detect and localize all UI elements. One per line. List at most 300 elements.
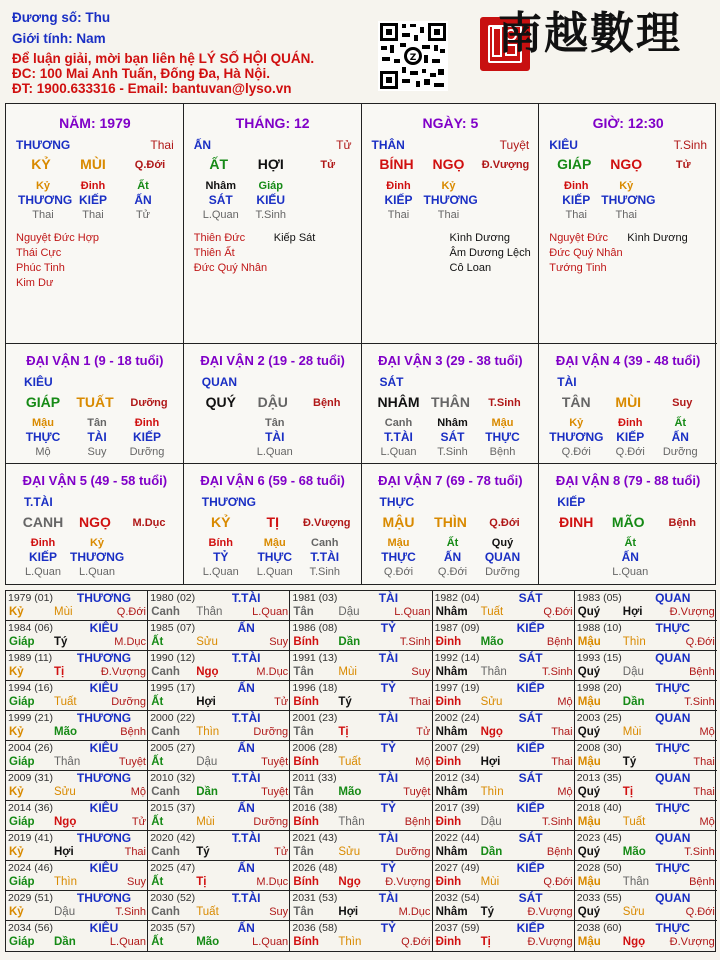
hidden-stem: Ất <box>137 180 149 192</box>
year-chi: Tị <box>338 726 349 738</box>
decade-can: ĐINH <box>559 514 594 530</box>
year-cell <box>575 711 717 741</box>
year-state: Mộ <box>557 696 573 708</box>
decade-can: CANH <box>22 514 64 530</box>
year-chi: Thìn <box>480 786 504 798</box>
year-can: Canh <box>151 606 180 618</box>
decade-hidden-god: QUAN <box>484 550 521 564</box>
year-god: THƯƠNG <box>76 831 132 845</box>
year-cell <box>290 801 432 831</box>
year-cell <box>433 891 575 921</box>
decade-hidden-god: THƯƠNG <box>549 430 604 444</box>
year-chi: Tý <box>622 756 637 768</box>
decade-hidden-stem: Kỷ <box>89 537 105 549</box>
decade-top-god: KIẾP <box>557 495 586 509</box>
year-state: Tử <box>274 696 289 708</box>
decade-hidden-god: T.TÀI <box>384 430 413 444</box>
contact-note: Để luận giải, mời bạn liên hệ LÝ SỐ HỘI QUÁN. <box>12 51 315 66</box>
year-label: 1994 (16) <box>8 682 53 694</box>
year-label: 1985 (07) <box>150 622 196 634</box>
year-chi: Tị <box>622 786 634 798</box>
year-god: TÀI <box>378 771 399 785</box>
year-god: KIẾP <box>516 621 545 635</box>
hidden-god: ẤN <box>134 193 152 207</box>
year-state: Tuyệt <box>403 786 431 798</box>
year-god: THỰC <box>655 801 691 815</box>
year-chi: Tị <box>480 936 491 948</box>
year-god: THƯƠNG <box>76 891 132 905</box>
hidden-god: THƯƠNG <box>18 193 73 207</box>
year-label: 1988 (10) <box>576 622 622 634</box>
hidden-god: KIẾP <box>562 193 591 207</box>
year-chi: Tý <box>480 906 495 918</box>
year-can: Canh <box>151 786 180 798</box>
year-god: ẤN <box>237 741 255 755</box>
year-label: 2037 (59) <box>434 922 480 934</box>
star-left: Kim Dư <box>16 277 54 289</box>
year-cell <box>290 651 432 681</box>
year-god: TÀI <box>378 711 399 725</box>
year-cell <box>433 651 575 681</box>
year-chi: Tý <box>54 636 68 648</box>
year-state: T.Sinh <box>684 846 715 858</box>
year-can: Tân <box>293 726 314 738</box>
decade-state: Bệnh <box>668 517 696 529</box>
year-can: Kỷ <box>9 726 24 738</box>
decade-chi: NGỌ <box>79 514 111 530</box>
decade-chi: TUẤT <box>76 394 114 410</box>
year-cell <box>433 771 575 801</box>
decade-hidden-god: KIẾP <box>28 550 57 564</box>
year-cell <box>433 591 575 621</box>
year-god: T.TÀI <box>231 711 261 725</box>
year-chi: Tuất <box>622 816 646 828</box>
year-god: ẤN <box>237 861 255 875</box>
year-can: Giáp <box>9 936 35 948</box>
decade-top-god: QUAN <box>201 375 238 389</box>
year-chi: Ngọ <box>196 666 219 678</box>
star-left: Thiên Ất <box>193 247 235 259</box>
year-label: 2014 (36) <box>8 802 53 814</box>
year-state: T.Sinh <box>399 636 431 648</box>
year-cell <box>575 651 717 681</box>
year-chi: Hợi <box>622 606 643 618</box>
year-chi: Dần <box>196 786 218 798</box>
year-chi: Dậu <box>338 606 360 618</box>
year-can: Đinh <box>435 816 462 828</box>
pillar-can: GIÁP <box>557 156 592 172</box>
year-cell <box>6 741 148 771</box>
year-chi: Hợi <box>338 906 359 918</box>
year-state: Suy <box>269 906 289 918</box>
decade-hidden-stem: Mậu <box>263 537 286 549</box>
decade-state: M.Dục <box>132 517 166 529</box>
decade-chi: THÂN <box>431 394 470 410</box>
year-can: Ất <box>151 756 164 768</box>
decade-hidden-god: ẤN <box>621 550 639 564</box>
decade-top-god: THƯƠNG <box>201 495 256 509</box>
year-cell <box>290 681 432 711</box>
year-chi: Mão <box>54 726 77 738</box>
year-label: 2018 (40) <box>576 802 622 814</box>
year-can: Bính <box>293 876 319 888</box>
year-state: Tử <box>274 846 289 858</box>
star-left: Nguyệt Đức Hợp <box>16 232 100 244</box>
decade-hidden-state: Q.Đới <box>383 566 414 578</box>
year-chi: Tuất <box>196 906 219 918</box>
hidden-god: SÁT <box>208 193 233 207</box>
year-state: Dưỡng <box>253 816 289 828</box>
decade-hidden-stem: Mậu <box>491 417 514 429</box>
year-god: TỶ <box>380 621 397 635</box>
year-cell <box>6 801 148 831</box>
year-cell <box>433 861 575 891</box>
decade-top-god: T.TÀI <box>24 495 53 509</box>
pillar-top-state: T.Sinh <box>673 138 707 152</box>
year-chi: Dần <box>622 696 645 708</box>
year-label: 2015 (37) <box>150 802 196 814</box>
decade-hidden-state: Bệnh <box>489 446 516 458</box>
year-state: Dưỡng <box>253 726 289 738</box>
year-can: Mậu <box>577 876 601 888</box>
year-chi: Thìn <box>622 636 646 648</box>
year-state: M.Dục <box>398 906 431 918</box>
decade-hidden-state: L.Quan <box>256 566 293 578</box>
year-state: Suy <box>127 876 146 888</box>
year-can: Đinh <box>435 636 462 648</box>
year-state: Thai <box>551 756 573 768</box>
year-god: TỶ <box>380 861 397 875</box>
year-cell <box>433 801 575 831</box>
year-chi: Dậu <box>196 756 218 768</box>
year-can: Canh <box>151 666 180 678</box>
year-cell <box>148 771 290 801</box>
decade-hidden-stem: Mậu <box>387 537 410 549</box>
year-can: Giáp <box>9 636 35 648</box>
year-cell <box>575 921 717 951</box>
pillar-chi: MÙI <box>80 156 106 172</box>
decade-hidden-god: THỰC <box>485 430 520 444</box>
decade-hidden-god: T.TÀI <box>310 550 340 564</box>
year-chi: Tị <box>54 666 65 678</box>
year-label: 1993 (15) <box>576 652 622 664</box>
hidden-state: Thai <box>565 209 587 221</box>
year-cell <box>290 621 432 651</box>
pillar-title: NGÀY: 5 <box>422 115 479 131</box>
year-state: Tuyệt <box>261 786 289 798</box>
hidden-state: Thai <box>32 209 54 221</box>
year-can: Đinh <box>435 876 462 888</box>
year-chi: Thân <box>196 606 223 618</box>
year-god: KIÊU <box>89 801 119 815</box>
pillar-can: KỶ <box>31 156 51 172</box>
year-can: Ất <box>151 696 164 708</box>
year-can: Ất <box>151 636 164 648</box>
year-chi: Tuất <box>480 606 504 618</box>
year-chi: Thìn <box>54 876 78 888</box>
decade-hidden-state: L.Quan <box>202 566 239 578</box>
year-cell <box>575 741 717 771</box>
pillar-title: THÁNG: 12 <box>235 115 310 131</box>
year-cell <box>148 591 290 621</box>
year-cell <box>148 741 290 771</box>
year-state: Suy <box>269 636 289 648</box>
pillar-title: NĂM: 1979 <box>59 115 131 131</box>
gender: Giới tính: Nam <box>12 31 106 46</box>
year-god: THỰC <box>655 621 691 635</box>
year-cell <box>290 741 432 771</box>
decade-title: ĐẠI VẬN 4 (39 - 48 tuổi) <box>555 353 701 368</box>
contact-phone-email: ĐT: 1900.633316 - Email: bantuvan@lyso.vn <box>12 81 292 96</box>
year-chi: Ngọ <box>338 876 361 888</box>
year-label: 2020 (42) <box>150 832 196 844</box>
year-can: Kỷ <box>9 906 24 918</box>
decade-title: ĐẠI VẬN 1 (9 - 18 tuổi) <box>26 353 164 368</box>
pillar-chi: HỢI <box>257 156 284 172</box>
year-state: Bệnh <box>120 726 146 738</box>
year-cell <box>290 891 432 921</box>
year-can: Canh <box>151 846 180 858</box>
year-state: Mộ <box>557 786 573 798</box>
star-left: Đức Quý Nhân <box>549 247 623 259</box>
year-chi: Tị <box>196 876 207 888</box>
year-label: 2012 (34) <box>434 772 480 784</box>
year-god: T.TÀI <box>231 591 261 605</box>
year-cell <box>433 921 575 951</box>
year-god: QUAN <box>655 651 691 665</box>
year-state: Q.Đới <box>543 876 573 888</box>
year-chi: Mùi <box>480 876 500 888</box>
year-label: 2022 (44) <box>434 832 480 844</box>
year-god: KIẾP <box>516 921 545 935</box>
year-god: ẤN <box>237 681 255 695</box>
year-cell <box>433 831 575 861</box>
year-chi: Hợi <box>54 846 74 858</box>
year-god: KIÊU <box>89 621 119 635</box>
decade-hidden-stem: Đinh <box>134 417 160 429</box>
year-label: 2017 (39) <box>434 802 480 814</box>
decade-hidden-state: L.Quan <box>24 566 62 578</box>
year-god: KIÊU <box>89 861 119 875</box>
decade-hidden-stem: Ất <box>446 537 459 549</box>
year-chi: Hợi <box>480 756 501 768</box>
year-label: 1989 (11) <box>8 652 53 664</box>
year-cell <box>290 711 432 741</box>
year-god: KIÊU <box>89 741 119 755</box>
pillar-title: GIỜ: 12:30 <box>592 115 664 131</box>
year-can: Kỷ <box>9 786 24 798</box>
year-label: 2021 (43) <box>292 832 338 844</box>
year-label: 2011 (33) <box>292 772 337 784</box>
decade-title: ĐẠI VẬN 5 (49 - 58 tuổi) <box>22 473 168 488</box>
year-god: SÁT <box>518 711 543 725</box>
decade-hidden-stem: Mậu <box>32 417 54 429</box>
decade-state: Dưỡng <box>130 397 168 409</box>
year-chi: Sửu <box>480 696 503 708</box>
contact-address: ĐC: 100 Mai Anh Tuấn, Đống Đa, Hà Nội. <box>12 66 271 81</box>
year-can: Nhâm <box>435 786 468 798</box>
year-god: QUAN <box>655 891 691 905</box>
year-state: L.Quan <box>394 606 431 618</box>
decade-hidden-god: ẤN <box>671 430 689 444</box>
hidden-state: L.Quan <box>202 209 239 221</box>
year-label: 2024 (46) <box>8 862 53 874</box>
year-label: 2009 (31) <box>8 772 53 784</box>
year-state: Mộ <box>130 786 146 798</box>
decade-hidden-state: T.Sinh <box>309 566 341 578</box>
year-chi: Tý <box>338 696 352 708</box>
year-state: Q.Đới <box>685 906 715 918</box>
decade-hidden-stem: Tân <box>264 417 285 429</box>
year-god: SÁT <box>518 891 543 905</box>
year-label: 2027 (49) <box>434 862 480 874</box>
year-chi: Sửu <box>196 636 218 648</box>
year-chi: Dần <box>480 846 503 858</box>
year-god: THƯƠNG <box>76 651 132 665</box>
year-label: 2023 (45) <box>576 832 622 844</box>
star-right: Kình Dương <box>627 232 688 244</box>
year-god: TỶ <box>380 681 397 695</box>
decade-chi: THÌN <box>434 514 467 530</box>
year-god: THỰC <box>655 921 691 935</box>
year-can: Canh <box>151 726 180 738</box>
decade-can: GIÁP <box>25 394 61 410</box>
year-label: 1987 (09) <box>434 622 480 634</box>
year-label: 2019 (41) <box>8 832 53 844</box>
year-can: Bính <box>293 636 319 648</box>
year-cell <box>148 861 290 891</box>
year-cell <box>433 621 575 651</box>
year-state: Bệnh <box>546 636 573 648</box>
pillar-state: Q.Đới <box>134 159 166 171</box>
decade-hidden-stem: Đinh <box>618 417 643 429</box>
year-state: Đ.Vượng <box>527 906 573 918</box>
pillar-top-state: Tuyệt <box>499 138 530 152</box>
year-cell <box>148 711 290 741</box>
decade-top-god: TÀI <box>557 375 577 389</box>
year-label: 2016 (38) <box>292 802 338 814</box>
year-god: SÁT <box>518 651 543 665</box>
decade-hidden-state: Dưỡng <box>485 566 520 578</box>
year-label: 1996 (18) <box>292 682 338 694</box>
pillar-state: Tử <box>320 159 336 171</box>
year-state: L.Quan <box>252 606 289 618</box>
year-label: 2002 (24) <box>434 712 480 724</box>
year-can: Quý <box>577 846 601 858</box>
decade-hidden-god: TÀI <box>265 430 285 444</box>
year-god: THỰC <box>655 741 691 755</box>
year-state: Đ.Vượng <box>385 876 431 888</box>
year-label: 2000 (22) <box>150 712 196 724</box>
year-chi: Thân <box>54 756 81 768</box>
year-label: 2003 (25) <box>576 712 622 724</box>
year-chi: Mão <box>196 936 220 948</box>
year-can: Bính <box>293 756 319 768</box>
year-label: 1986 (08) <box>292 622 338 634</box>
year-god: THƯƠNG <box>76 591 132 605</box>
hidden-state: T.Sinh <box>255 209 287 221</box>
year-label: 2004 (26) <box>8 742 53 754</box>
decade-hidden-state: Dưỡng <box>662 446 698 458</box>
star-left: Thái Cực <box>16 247 62 259</box>
decade-hidden-stem: Bính <box>208 537 233 549</box>
year-state: Q.Đới <box>116 606 146 618</box>
year-cell <box>575 891 717 921</box>
year-god: SÁT <box>518 771 543 785</box>
year-can: Nhâm <box>435 726 468 738</box>
year-state: Bệnh <box>546 846 573 858</box>
year-label: 1982 (04) <box>434 592 480 604</box>
decade-hidden-stem: Quý <box>491 537 514 549</box>
year-can: Ất <box>151 816 164 828</box>
year-cell <box>290 771 432 801</box>
year-label: 2028 (50) <box>576 862 622 874</box>
year-state: Suy <box>411 666 431 678</box>
year-state: Bệnh <box>689 876 715 888</box>
year-label: 1984 (06) <box>8 622 53 634</box>
decade-can: TÂN <box>561 394 591 410</box>
hidden-stem: Đinh <box>564 180 589 192</box>
year-state: Mộ <box>699 726 715 738</box>
year-state: Đ.Vượng <box>100 666 146 678</box>
decade-hidden-god: TỶ <box>213 550 229 564</box>
hidden-god: THƯƠNG <box>601 193 656 207</box>
year-god: T.TÀI <box>231 651 261 665</box>
year-can: Bính <box>293 816 319 828</box>
year-chi: Mão <box>338 786 362 798</box>
svg-text:Z: Z <box>409 53 417 63</box>
year-chi: Tuất <box>54 696 77 708</box>
year-state: Thai <box>408 696 431 708</box>
hidden-god: KIẾU <box>256 193 286 207</box>
year-cell <box>6 771 148 801</box>
year-can: Kỷ <box>9 846 24 858</box>
year-god: T.TÀI <box>231 891 261 905</box>
year-god: ẤN <box>237 921 255 935</box>
year-label: 2038 (60) <box>576 922 622 934</box>
year-state: Mộ <box>699 816 715 828</box>
year-state: M.Dục <box>114 636 146 648</box>
year-can: Quý <box>577 906 601 918</box>
decade-top-god: SÁT <box>379 375 404 389</box>
year-can: Quý <box>577 726 601 738</box>
decade-hidden-god: KIẾP <box>616 430 645 444</box>
year-can: Nhâm <box>435 666 468 678</box>
year-cell <box>6 831 148 861</box>
year-can: Tân <box>293 906 314 918</box>
decade-title: ĐẠI VẬN 3 (29 - 38 tuổi) <box>378 353 523 368</box>
year-can: Đinh <box>435 696 462 708</box>
qr-code[interactable] <box>378 21 448 91</box>
year-chi: Dậu <box>480 816 502 828</box>
year-god: T.TÀI <box>231 831 261 845</box>
year-label: 1983 (05) <box>576 592 622 604</box>
year-can: Giáp <box>9 696 35 708</box>
decade-title: ĐẠI VẬN 2 (19 - 28 tuổi) <box>200 353 345 368</box>
star-right: Kiếp Sát <box>273 232 316 244</box>
chart-grid <box>5 103 716 585</box>
star-left: Đức Quý Nhân <box>193 262 268 274</box>
year-chi: Dậu <box>622 666 644 678</box>
decade-state: Bệnh <box>313 397 341 409</box>
decade-hidden-god: KIẾP <box>132 430 161 444</box>
year-chi: Mão <box>480 636 504 648</box>
hidden-stem: Kỷ <box>441 180 456 192</box>
year-label: 2032 (54) <box>434 892 480 904</box>
decade-hidden-state: Mộ <box>35 446 51 458</box>
year-chi: Ngọ <box>622 936 646 948</box>
year-chi: Tý <box>196 846 210 858</box>
